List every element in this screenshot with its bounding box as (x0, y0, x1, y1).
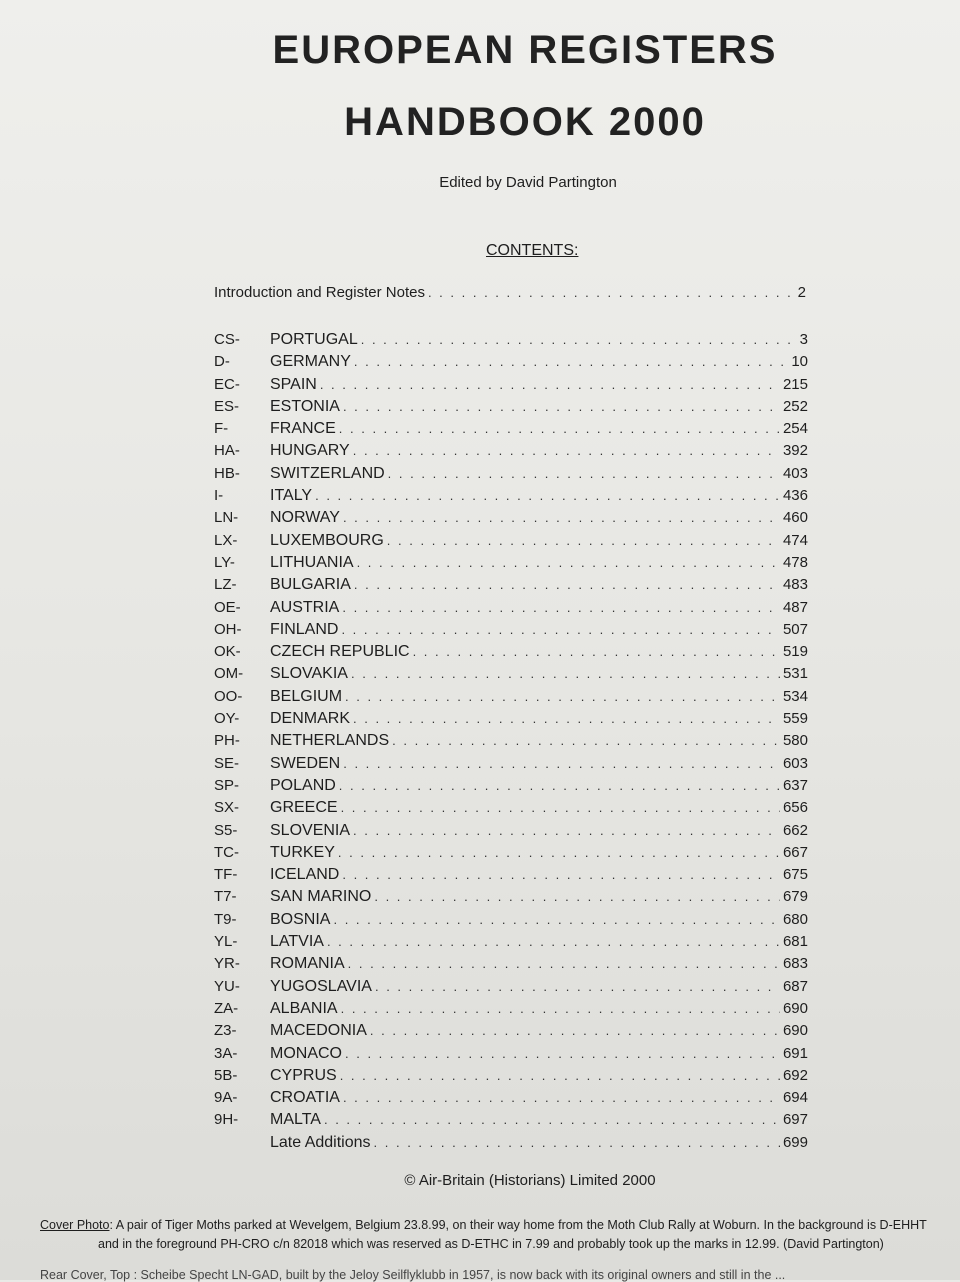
toc-entry (214, 775, 808, 797)
toc-entry-prefix: YR- (214, 955, 240, 973)
toc-entry-prefix: HB- (214, 464, 240, 482)
toc-entry-page: 436 (782, 487, 808, 505)
toc-entry-prefix: OY- (214, 710, 240, 728)
toc-entry-prefix: SX- (214, 799, 240, 817)
toc-entry (214, 485, 808, 507)
toc-entry-prefix: T9- (214, 910, 237, 928)
toc-leader-dots (341, 998, 780, 1020)
toc-entry-country: ITALY (270, 487, 313, 505)
toc-leader-dots (342, 597, 780, 619)
toc-leader-dots (343, 396, 780, 418)
toc-entry-page: 478 (782, 553, 808, 571)
toc-entry (214, 418, 808, 440)
toc-leader-dots (333, 909, 780, 931)
toc-leader-dots (345, 1043, 780, 1065)
toc-leader-dots (343, 1087, 780, 1109)
copyright-notice: © Air-Britain (Historians) Limited 2000 (404, 1172, 656, 1189)
toc-entry-country: SAN MARINO (270, 888, 372, 906)
toc-entry-prefix: T7- (214, 888, 237, 906)
title-line-1: EUROPEAN REGISTERS (272, 28, 778, 72)
cover-photo-line-2: and in the foreground PH-CRO c/n 82018 which was reserved as D-ETHC in 7.99 and probably took up the marks in 12.99. (David Partington) (98, 1237, 884, 1251)
toc-entry-country: NETHERLANDS (270, 732, 390, 750)
toc-entry (214, 463, 808, 485)
toc-entry-page: 215 (782, 375, 808, 393)
toc-entry-page: 691 (782, 1044, 808, 1062)
toc-entry-country: SWITZERLAND (270, 464, 385, 482)
toc-leader-dots (339, 418, 780, 440)
toc-entry-country: ESTONIA (270, 397, 340, 415)
toc-leader-dots (327, 931, 780, 953)
toc-entry-prefix: S5- (214, 821, 238, 839)
toc-entry-page: 580 (782, 732, 808, 750)
toc-leader-dots (374, 886, 780, 908)
toc-entry (214, 1087, 808, 1109)
toc-entry-prefix: HA- (214, 442, 240, 460)
toc-entry-page: 519 (782, 643, 808, 661)
title-line-2: HANDBOOK 2000 (344, 100, 706, 144)
toc-entry-country: MONACO (270, 1044, 342, 1062)
toc-leader-dots (428, 285, 795, 300)
toc-entry-country: NORWAY (270, 509, 340, 527)
toc-entry-country: ICELAND (270, 866, 340, 884)
toc-entry-prefix: SP- (214, 776, 240, 794)
toc-leader-dots (370, 1020, 780, 1042)
toc-entry (214, 730, 808, 752)
toc-entry (214, 1109, 808, 1131)
toc-entry-page: 460 (782, 509, 808, 527)
toc-entry (214, 998, 808, 1020)
toc-entry-prefix: SE- (214, 754, 240, 772)
toc-entry-prefix: OE- (214, 598, 241, 616)
toc-entry (214, 641, 808, 663)
toc-entry (214, 886, 808, 908)
toc-leader-dots (345, 686, 780, 708)
toc-leader-dots (354, 574, 780, 596)
toc-entry (214, 1065, 808, 1087)
toc-intro-label: Introduction and Register Notes (214, 284, 425, 301)
toc-entry-prefix: EC- (214, 375, 240, 393)
toc-entry (214, 329, 808, 351)
toc-entry-prefix: YL- (214, 933, 238, 951)
toc-entry-prefix: F- (214, 420, 229, 438)
toc-entry-country: GREECE (270, 799, 338, 817)
toc-leader-dots (387, 530, 780, 552)
toc-leader-dots (343, 753, 780, 775)
toc-entry-prefix: 3A- (214, 1044, 238, 1062)
toc-leader-dots (354, 351, 788, 373)
toc-entry-page: 403 (782, 464, 808, 482)
toc-leader-dots (413, 641, 780, 663)
toc-entry (214, 686, 808, 708)
toc-leader-dots (374, 1132, 780, 1154)
toc-leader-dots (348, 953, 780, 975)
rear-cover-caption: Rear Cover, Top : Scheibe Specht LN-GAD, built by the Jeloy Seilflyklubb in 1957, is now back with its original owners and still in the ... (40, 1268, 786, 1282)
toc-entry-prefix: OM- (214, 665, 244, 683)
toc-entry-prefix: LX- (214, 531, 238, 549)
toc-entry-page: 679 (782, 888, 808, 906)
toc-entry-country: SLOVENIA (270, 821, 351, 839)
toc-entry (214, 396, 808, 418)
toc-entry (214, 864, 808, 886)
toc-entry-prefix: I- (214, 487, 224, 505)
toc-entry (214, 374, 808, 396)
toc-entry-country: LUXEMBOURG (270, 531, 384, 549)
cover-photo-line-1 (40, 1216, 960, 1235)
toc-entry-page: 252 (782, 397, 808, 415)
toc-entry-country: SLOVAKIA (270, 665, 348, 683)
toc-entry (214, 931, 808, 953)
toc-entry-page: 531 (782, 665, 808, 683)
toc-entry (214, 820, 808, 842)
toc-entry-country: DENMARK (270, 710, 351, 728)
toc-entry (214, 753, 808, 775)
toc-entry-page: 667 (782, 843, 808, 861)
toc-entry-prefix: ZA- (214, 999, 239, 1017)
toc-entry-country: BULGARIA (270, 576, 351, 594)
toc-leader-dots (353, 820, 780, 842)
toc-entry-page: 637 (782, 776, 808, 794)
toc-entry-country: SPAIN (270, 375, 317, 393)
toc-entry-page: 474 (782, 531, 808, 549)
toc-entry-prefix: Z3- (214, 1022, 237, 1040)
toc-entry-prefix: CS- (214, 331, 240, 348)
toc-entry-page: 392 (782, 442, 808, 460)
toc-entry-page: 483 (782, 576, 808, 594)
toc-entry-country: POLAND (270, 776, 336, 794)
toc-entry-page: 487 (782, 598, 808, 616)
toc-entry (214, 663, 808, 685)
toc-leader-dots (351, 663, 780, 685)
toc-entry-page: 692 (782, 1066, 808, 1084)
toc-entry (214, 797, 808, 819)
toc-entry-country: Late Additions (270, 1133, 371, 1151)
toc-entry-country: LITHUANIA (270, 553, 354, 571)
toc-entry-page: 675 (782, 866, 808, 884)
toc-entry-page: 656 (782, 799, 808, 817)
toc-entry-country: BELGIUM (270, 687, 343, 705)
toc-entry (214, 574, 808, 596)
toc-entry-page: 687 (782, 977, 808, 995)
toc-entry-page: 254 (782, 420, 808, 438)
toc-entry-prefix: 5B- (214, 1066, 238, 1084)
toc-entry (214, 1020, 808, 1042)
toc-entry-prefix: 9H- (214, 1111, 239, 1129)
toc-entry-country: YUGOSLAVIA (270, 977, 372, 995)
toc-entry-country: MALTA (270, 1111, 321, 1129)
toc-entry-country: ALBANIA (270, 999, 338, 1017)
toc-entry-prefix: YU- (214, 977, 240, 995)
toc-entry-prefix: LN- (214, 509, 239, 527)
toc-entries (214, 329, 808, 1154)
contents-heading: CONTENTS: (486, 242, 579, 259)
toc-entry-country: LATVIA (270, 933, 324, 951)
toc-entry-prefix: D- (214, 353, 230, 371)
toc-entry (214, 842, 808, 864)
toc-entry-country: HUNGARY (270, 442, 350, 460)
toc-entry (214, 440, 808, 462)
cover-photo-label: Cover Photo (40, 1218, 110, 1232)
toc-entry-page: 559 (782, 710, 808, 728)
toc-entry-prefix: TC- (214, 843, 239, 861)
toc-entry-country: FRANCE (270, 420, 336, 438)
toc-leader-dots (353, 708, 780, 730)
toc-entry-country: TURKEY (270, 843, 335, 861)
toc-entry-page: 699 (782, 1133, 808, 1151)
toc-entry (214, 552, 808, 574)
toc-leader-dots (341, 619, 780, 641)
toc-entry-page: 694 (782, 1089, 808, 1107)
toc-entry-country: BOSNIA (270, 910, 331, 928)
toc-entry-country: ROMANIA (270, 955, 345, 973)
toc-leader-dots (353, 440, 780, 462)
toc-entry-page: 683 (782, 955, 808, 973)
toc-entry-page: 603 (782, 754, 808, 772)
toc-entry-page: 681 (782, 933, 808, 951)
toc-entry-country: CZECH REPUBLIC (270, 643, 410, 661)
toc-entry-prefix: OK- (214, 643, 241, 661)
toc-entry-prefix: LZ- (214, 576, 237, 594)
toc-entry-prefix: TF- (214, 866, 238, 884)
toc-entry (214, 351, 808, 373)
cover-photo-text-1: : A pair of Tiger Moths parked at Wevelgem, Belgium 23.8.99, on their way home from the Moth Club Rally at Woburn. In the background is D-EHHT (109, 1218, 927, 1232)
toc-leader-dots (357, 552, 780, 574)
toc-entry-page: 690 (782, 1022, 808, 1040)
toc-entry-prefix: ES- (214, 397, 240, 415)
toc-leader-dots (339, 775, 780, 797)
toc-entry (214, 530, 808, 552)
toc-entry-page: 10 (791, 353, 808, 371)
toc-intro-entry (214, 284, 806, 301)
toc-leader-dots (375, 976, 780, 998)
toc-entry-page: 507 (782, 620, 808, 638)
toc-leader-dots (392, 730, 780, 752)
toc-entry-prefix: OH- (214, 620, 242, 638)
toc-entry (214, 1132, 808, 1154)
toc-leader-dots (342, 864, 780, 886)
toc-entry-country: CYPRUS (270, 1066, 337, 1084)
toc-entry-prefix: 9A- (214, 1089, 238, 1107)
toc-entry-country: FINLAND (270, 620, 339, 638)
toc-leader-dots (320, 374, 780, 396)
toc-entry-country: SWEDEN (270, 754, 341, 772)
toc-entry-page: 662 (782, 821, 808, 839)
toc-entry-page: 534 (782, 687, 808, 705)
cover-photo-caption (40, 1216, 960, 1254)
toc-entry-page: 3 (799, 331, 808, 348)
toc-entry-country: MACEDONIA (270, 1022, 367, 1040)
toc-entry-prefix: PH- (214, 732, 240, 750)
toc-entry-prefix: LY- (214, 553, 235, 571)
toc-leader-dots (341, 797, 780, 819)
toc-entry (214, 708, 808, 730)
toc-entry-page: 697 (782, 1111, 808, 1129)
toc-entry-page: 690 (782, 999, 808, 1017)
toc-entry-country: CROATIA (270, 1089, 340, 1107)
toc-leader-dots (315, 485, 780, 507)
toc-intro-page: 2 (797, 284, 806, 301)
toc-entry (214, 909, 808, 931)
toc-entry-page: 680 (782, 910, 808, 928)
toc-leader-dots (388, 463, 780, 485)
toc-entry (214, 597, 808, 619)
toc-leader-dots (324, 1109, 780, 1131)
toc-entry (214, 507, 808, 529)
toc-entry (214, 976, 808, 998)
toc-entry (214, 619, 808, 641)
toc-leader-dots (343, 507, 780, 529)
toc-entry-country: GERMANY (270, 353, 351, 371)
toc-entry (214, 1043, 808, 1065)
toc-entry-prefix: OO- (214, 687, 243, 705)
toc-leader-dots (338, 842, 780, 864)
toc-entry-country: AUSTRIA (270, 598, 340, 616)
toc-leader-dots (361, 329, 797, 351)
editor-credit: Edited by David Partington (439, 174, 617, 191)
toc-entry-country: PORTUGAL (270, 331, 358, 348)
toc-leader-dots (340, 1065, 780, 1087)
toc-entry (214, 953, 808, 975)
